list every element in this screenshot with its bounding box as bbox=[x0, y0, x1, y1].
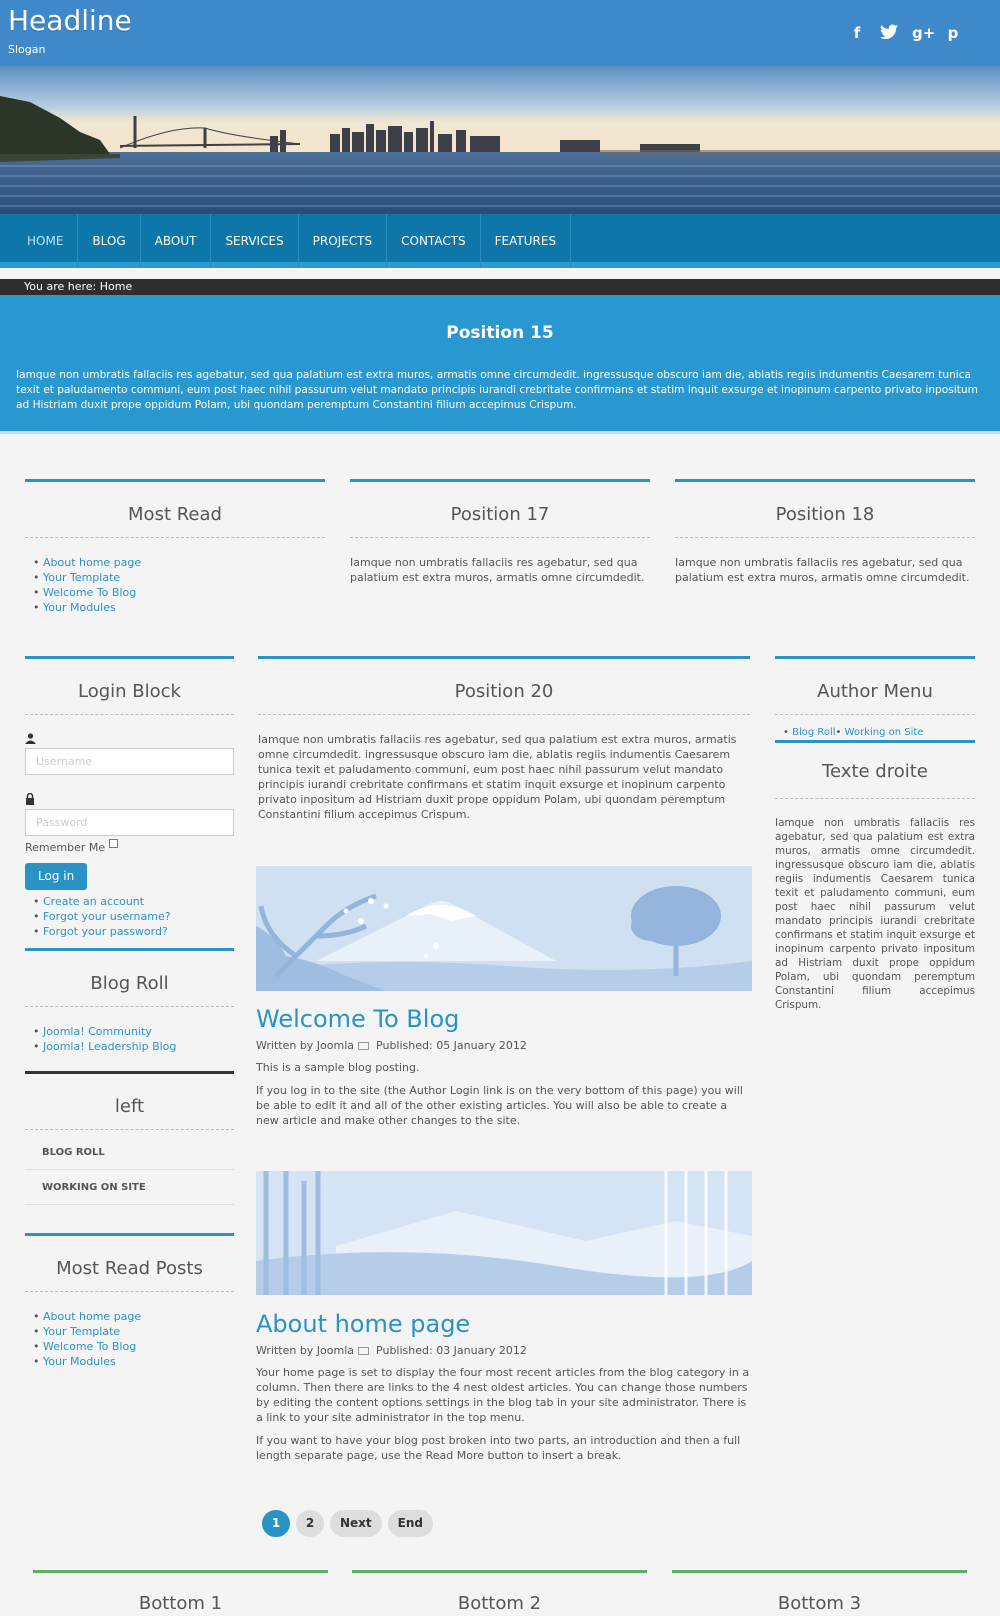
google-plus-icon[interactable]: g+ bbox=[912, 24, 936, 42]
left-menu-blog-roll[interactable]: BLOG ROLL bbox=[25, 1135, 234, 1170]
module-title: Blog Roll bbox=[25, 951, 234, 1007]
most-read-post-link[interactable]: Your Modules bbox=[43, 1355, 116, 1368]
username-placeholder: Username bbox=[36, 755, 93, 768]
blog-roll-link[interactable]: Joomla! Leadership Blog bbox=[43, 1040, 177, 1053]
module-text: Iamque non umbratis fallaciis res agebatur, sed qua palatium est extra muros, armatis omne circumdedit. ingressusque obscuro iam die, ablatis regiis indumentis Caesarem tunica texit et paludamento communi, eum post haec nihil passurum velut mandato principis iurandi crebritate confirmans et statim inquit exsurge et inopinum carpento privato inpositum ad Histriam duxit prope oppidum Polam, ubi quondam peremptum Constantini filium accepimus Crispum. bbox=[775, 817, 975, 1011]
position-20-module bbox=[258, 656, 750, 822]
blog-roll-link[interactable]: Joomla! Community bbox=[43, 1025, 152, 1038]
username-input[interactable] bbox=[25, 748, 234, 775]
article-welcome-to-blog bbox=[256, 1005, 752, 1128]
author-menu-module: Author Menu • Blog Roll• Working on Site Texte droite Iamque non umbratis fallaciis res agebatur, sed qua palatium est extra muros, armatis omne circumdedit. ingressusque obscuro iam die, ablatis regiis indumentis Caesarem tunica texit et paludamento communi, eum post haec nihil passurum velut mandato principis iurandi crebritate confirmans et statim inquit exsurge et inopinum carpento privato inpositum ad Histriam duxit prope oppidum Polam, ubi quondam peremptum Constantini filium accepimus Crispum. bbox=[775, 656, 975, 1012]
author-menu-blog-roll[interactable]: Blog Roll bbox=[792, 727, 836, 738]
social-links bbox=[848, 24, 962, 42]
breadcrumb: You are here: Home bbox=[0, 279, 1000, 295]
position-17-module bbox=[350, 479, 650, 585]
position-15-text: Iamque non umbratis fallaciis res agebatur, sed qua palatium est extra muros, armatis omne circumdedit. ingressusque obscuro iam die, ablatis regiis indumentis Caesarem tunica texit et paludamento communi, eum post haec nihil passurum velut mandato principis iurandi crebritate confirmans et statim inquit exsurge et inopinum carpento privato inpositum ad Histriam duxit prope oppidum Polam, ubi quondam peremptum Constantini filium accepimus Crispum. bbox=[16, 369, 978, 411]
article-author: Written by Joomla bbox=[256, 1344, 355, 1357]
login-button[interactable]: Log in bbox=[25, 863, 87, 890]
page-2-button[interactable]: 2 bbox=[296, 1510, 324, 1537]
site-headline[interactable]: Headline bbox=[8, 4, 132, 37]
article-image-bamboo bbox=[256, 1171, 752, 1295]
module-title: Most Read bbox=[25, 482, 325, 538]
most-read-link[interactable]: Your Template bbox=[43, 571, 121, 584]
next-page-button[interactable]: Next bbox=[330, 1510, 382, 1537]
position-18-module bbox=[675, 479, 975, 585]
module-title: Login Block bbox=[25, 659, 234, 715]
module-title: left bbox=[25, 1074, 234, 1130]
module-text: Iamque non umbratis fallaciis res agebatur, sed qua palatium est extra muros, armatis omne circumdedit. bbox=[675, 556, 970, 584]
twitter-icon[interactable] bbox=[880, 24, 898, 42]
most-read-link[interactable]: Welcome To Blog bbox=[43, 586, 137, 599]
module-title: Position 18 bbox=[675, 482, 975, 538]
lock-icon bbox=[25, 790, 234, 809]
module-title: Bottom 2 bbox=[457, 1593, 542, 1614]
email-icon[interactable] bbox=[358, 1042, 369, 1050]
password-input[interactable] bbox=[25, 809, 234, 836]
facebook-icon[interactable]: f bbox=[853, 24, 861, 42]
header-banner-image bbox=[0, 66, 1000, 214]
nav-about[interactable]: ABOUT bbox=[141, 214, 212, 268]
article-image-tree bbox=[256, 866, 752, 991]
module-title: Author Menu bbox=[775, 659, 975, 715]
nav-services[interactable]: SERVICES bbox=[211, 214, 298, 268]
article-paragraph: If you log in to the site (the Author Login link is on the very bottom of this page) you will be able to edit it and all of the other existing articles. You will also be able to create a new article and make other changes to the site. bbox=[256, 1084, 743, 1127]
nav-blog[interactable]: BLOG bbox=[78, 214, 140, 268]
article-paragraph: Your home page is set to display the four most recent articles from the blog category in a column. Then there are links to the 4 nest oldest articles. You can change those numbers by editing the content options settings in the blog tab in your site administrator. There is a link to your site administrator in the top menu. bbox=[256, 1366, 750, 1424]
nav-home[interactable]: HOME bbox=[13, 214, 78, 268]
module-title: Bottom 3 bbox=[777, 1593, 862, 1614]
module-title: Position 17 bbox=[350, 482, 650, 538]
article-published: Published: 05 January 2012 bbox=[376, 1039, 527, 1052]
blog-roll-module bbox=[25, 948, 234, 1054]
position-15-title: Position 15 bbox=[446, 323, 554, 343]
module-text: Iamque non umbratis fallaciis res agebatur, sed qua palatium est extra muros, armatis omne circumdedit. bbox=[350, 556, 645, 584]
module-text: Iamque non umbratis fallaciis res agebatur, sed qua palatium est extra muros, armatis omne circumdedit. ingressusque obscuro iam die, ablatis regiis indumentis Caesarem tunica texit et paludamento communi, eum post haec nihil passurum velut mandato principis iurandi crebritate confirmans et statim inquit exsurge et inopinum carpento privato inpositum ad Histriam duxit prope oppidum Polam, ubi quondam peremptum Constantini filium accepimus Crispum. bbox=[258, 733, 737, 821]
nav-contacts[interactable]: CONTACTS bbox=[387, 214, 481, 268]
article-paragraph: This is a sample blog posting. bbox=[256, 1061, 420, 1074]
most-read-post-link[interactable]: About home page bbox=[43, 1310, 142, 1323]
position-15-section bbox=[0, 295, 1000, 434]
bottom-3-module bbox=[672, 1570, 967, 1614]
nav-projects[interactable]: PROJECTS bbox=[299, 214, 387, 268]
article-title[interactable]: Welcome To Blog bbox=[256, 1005, 460, 1033]
most-read-link[interactable]: About home page bbox=[43, 556, 142, 569]
left-menu-module bbox=[25, 1071, 234, 1205]
pagination bbox=[262, 1510, 433, 1537]
most-read-posts-module bbox=[25, 1233, 234, 1369]
module-title: Texte droite bbox=[775, 743, 975, 799]
article-published: Published: 03 January 2012 bbox=[376, 1344, 527, 1357]
module-title: Bottom 1 bbox=[138, 1593, 223, 1614]
most-read-module bbox=[25, 479, 325, 615]
most-read-link[interactable]: Your Modules bbox=[43, 601, 116, 614]
user-icon bbox=[25, 729, 234, 748]
module-title: Most Read Posts bbox=[25, 1236, 234, 1292]
forgot-password-link[interactable]: Forgot your password? bbox=[43, 925, 168, 938]
article-author: Written by Joomla bbox=[256, 1039, 355, 1052]
bottom-1-module bbox=[33, 1570, 328, 1614]
site-header bbox=[0, 0, 1000, 66]
main-nav bbox=[0, 214, 1000, 268]
article-about-home-page bbox=[256, 1310, 752, 1463]
article-paragraph: If you want to have your blog post broken into two parts, an introduction and then a full length separate page, use the Read More button to insert a break. bbox=[256, 1434, 741, 1462]
create-account-link[interactable]: Create an account bbox=[43, 895, 145, 908]
pinterest-icon[interactable]: p bbox=[947, 24, 959, 42]
most-read-post-link[interactable]: Your Template bbox=[43, 1325, 121, 1338]
author-menu-working-on-site[interactable]: Working on Site bbox=[844, 727, 924, 738]
login-module bbox=[25, 656, 234, 939]
left-menu-working-on-site[interactable]: WORKING ON SITE bbox=[25, 1170, 234, 1205]
forgot-username-link[interactable]: Forgot your username? bbox=[43, 910, 171, 923]
remember-me-label: Remember Me bbox=[25, 841, 106, 854]
bottom-2-module bbox=[352, 1570, 647, 1614]
most-read-post-link[interactable]: Welcome To Blog bbox=[43, 1340, 137, 1353]
email-icon[interactable] bbox=[358, 1347, 369, 1355]
nav-features[interactable]: FEATURES bbox=[481, 214, 571, 268]
module-title: Position 20 bbox=[258, 659, 750, 715]
article-title[interactable]: About home page bbox=[256, 1310, 471, 1338]
page-1-button[interactable]: 1 bbox=[262, 1510, 290, 1537]
password-placeholder: Password bbox=[36, 816, 88, 829]
site-slogan: Slogan bbox=[8, 43, 46, 56]
remember-me-checkbox[interactable] bbox=[109, 839, 118, 848]
end-page-button[interactable]: End bbox=[388, 1510, 433, 1537]
